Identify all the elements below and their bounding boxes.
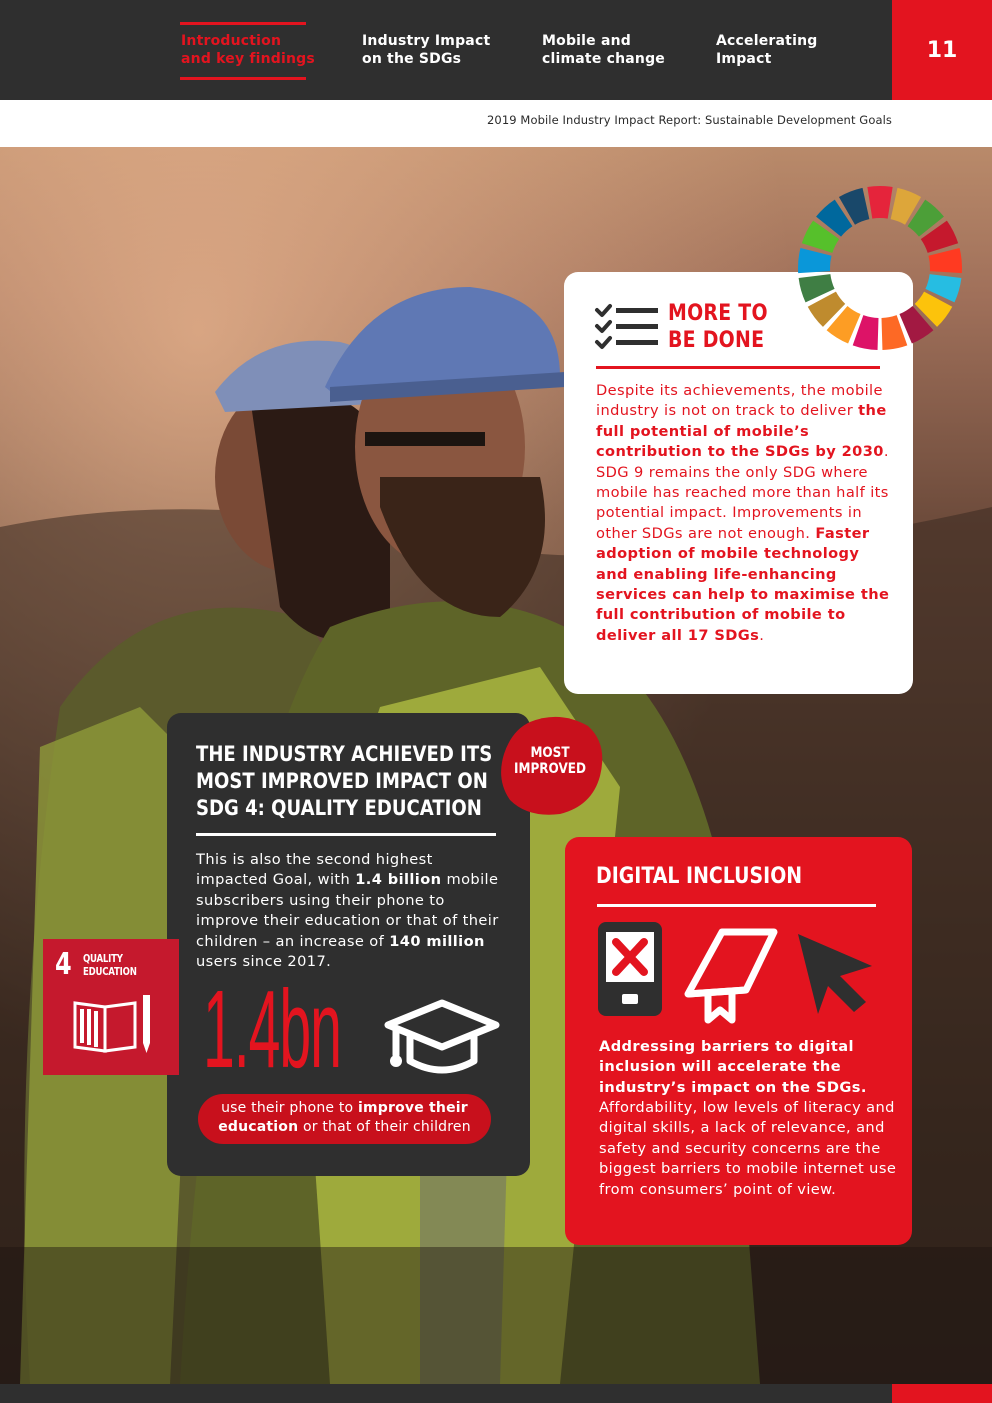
digital-divider [597,904,876,907]
body-bold: Faster adoption of mobile technology and enabling life-enhancing services can help to maximise the full contribution of mobile to deliver all 17 SDGs [596,524,890,644]
certificate-icon [688,932,774,1020]
nav-tab-label-line1: Industry Impact [362,33,491,49]
nav-tab-label-line2: climate change [542,51,665,67]
nav-tab-label-line1: Accelerating [716,33,818,49]
running-head: 2019 Mobile Industry Impact Report: Sustainable Development Goals [487,113,892,127]
sdg-wheel-segment [867,186,892,219]
nav-tab-label-line2: Impact [716,51,772,67]
title-line1: MORE TO [668,301,768,326]
sdg-wheel-segment [798,248,832,273]
most-improved-label [500,745,600,777]
digital-inclusion-icons [596,920,886,1030]
footer-accent [892,1384,992,1403]
nav-tab-label-line1: Mobile and [542,33,631,49]
body-bold: 1.4 billion [355,871,442,889]
sdg-label [83,952,137,978]
sdg-label-line1: QUALITY [83,952,123,965]
nav-tab-industry-impact[interactable] [362,32,490,68]
title-line2: MOST IMPROVED IMPACT ON [196,769,488,793]
digital-inclusion-lead: Addressing barriers to digital inclusion will accelerate the industry’s impact on the SDGs. [599,1038,867,1096]
page-number: 11 [892,0,992,100]
body-text: mobile subscribers using their phone to improve their education or that of their children – an increase of [196,871,499,950]
digital-inclusion-body: Affordability, low levels of literacy and digital skills, a lack of relevance, and safety and security concerns are the biggest barriers to mobile internet use from consumers’ point of view. [599,1099,897,1198]
badge-line2: IMPROVED [513,761,586,777]
statistic-caption-pill [198,1094,491,1144]
graduation-cap-icon [382,995,502,1085]
nav-tab-accelerating-impact[interactable] [716,32,817,68]
more-to-be-done-title [668,300,784,354]
more-to-be-done-body [596,381,896,646]
pill-text: or that of their children [298,1119,471,1135]
sdg-label-line2: EDUCATION [83,965,137,978]
active-tab-rule-top [180,22,306,25]
education-body [196,850,506,972]
title-line1: THE INDUSTRY ACHIEVED ITS [196,742,493,766]
sdg-number: 4 [55,947,72,982]
digital-inclusion-title: DIGITAL INCLUSION [596,864,803,889]
nav-tab-label-line2: and key findings [181,51,315,67]
body-text: This is also the second highest impacted Goal, with [196,851,433,889]
title-line2: BE DONE [668,328,765,353]
pencil-icon [143,995,150,1053]
education-divider [196,833,496,836]
sdg4-quality-education-tile [43,939,179,1075]
checklist-icon [594,302,660,352]
education-title [196,741,540,822]
book-icon [71,991,155,1057]
badge-line1: MOST [530,745,570,761]
more-divider [596,366,880,369]
big-statistic: 1.4bn [203,968,341,1091]
body-text: . SDG 9 remains the only SDG where mobile has reached more than half its potential impact. Improvements in other SDGs are not enough. [596,443,889,542]
body-bold: the full potential of mobile’s contribution to the SDGs by 2030 [596,402,887,461]
nav-tab-mobile-climate[interactable] [542,32,665,68]
nav-tab-label-line2: on the SDGs [362,51,462,67]
top-navigation-bar [0,0,992,100]
footer-bar [0,1384,992,1403]
phone-blocked-icon [598,922,662,1016]
body-bold: 140 million [389,932,485,950]
active-tab-rule-bottom [180,77,306,80]
nav-tab-introduction[interactable] [181,32,315,68]
title-line3: SDG 4: QUALITY EDUCATION [196,796,482,820]
body-text: . [759,626,765,644]
body-text: users since 2017. [196,953,332,971]
nav-tab-label-line1: Introduction [181,33,282,49]
sdg-wheel-icon [795,183,965,353]
pill-text: use their phone to [221,1100,358,1116]
sdg-wheel-segment [928,248,962,273]
pill-bold: improve their education [218,1100,468,1135]
body-text: Despite its achievements, the mobile industry is not on track to deliver [596,382,883,420]
cursor-arrow-icon [798,934,872,1014]
